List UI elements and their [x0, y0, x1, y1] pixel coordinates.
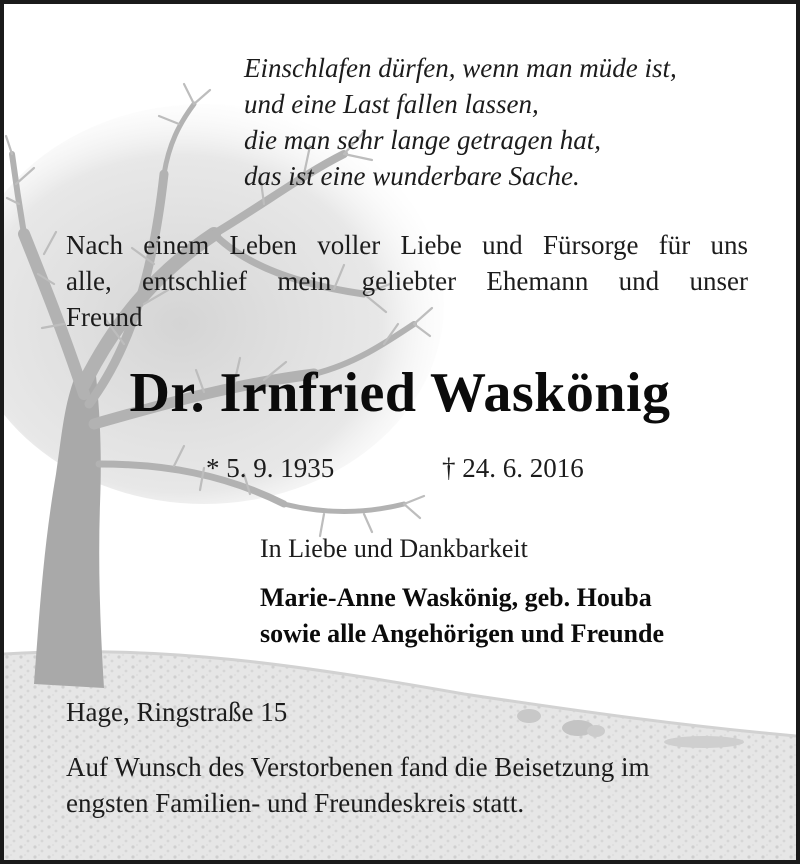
announcement-line: Freund	[66, 302, 143, 332]
mourners	[260, 580, 664, 652]
poem-line: die man sehr lange getragen hat,	[244, 125, 601, 155]
poem	[244, 50, 677, 194]
birth-date: * 5. 9. 1935	[206, 453, 335, 483]
announcement-text	[66, 227, 748, 335]
poem-line: Einschlafen dürfen, wenn man müde ist,	[244, 53, 677, 83]
death-date: † 24. 6. 2016	[442, 453, 584, 483]
mourner-line: Marie-Anne Waskönig, geb. Houba	[260, 583, 652, 612]
poem-line: und eine Last fallen lassen,	[244, 89, 539, 119]
deceased-name: Dr. Irnfried Waskönig	[129, 362, 671, 424]
address: Hage, Ringstraße 15	[66, 697, 288, 727]
funeral-note	[66, 749, 650, 821]
funeral-note-line: Auf Wunsch des Verstorbenen fand die Beisetzung im	[66, 752, 650, 782]
mourners-intro: In Liebe und Dankbarkeit	[260, 534, 528, 563]
announcement-line: alle, entschlief mein geliebter Ehemann und unser	[66, 266, 748, 296]
funeral-note-line: engsten Familien- und Freundeskreis statt.	[66, 788, 525, 818]
mourner-line: sowie alle Angehörigen und Freunde	[260, 619, 665, 648]
poem-line: das ist eine wunderbare Sache.	[244, 161, 580, 191]
announcement-line: Nach einem Leben voller Liebe und Fürsorge für uns	[66, 230, 748, 260]
